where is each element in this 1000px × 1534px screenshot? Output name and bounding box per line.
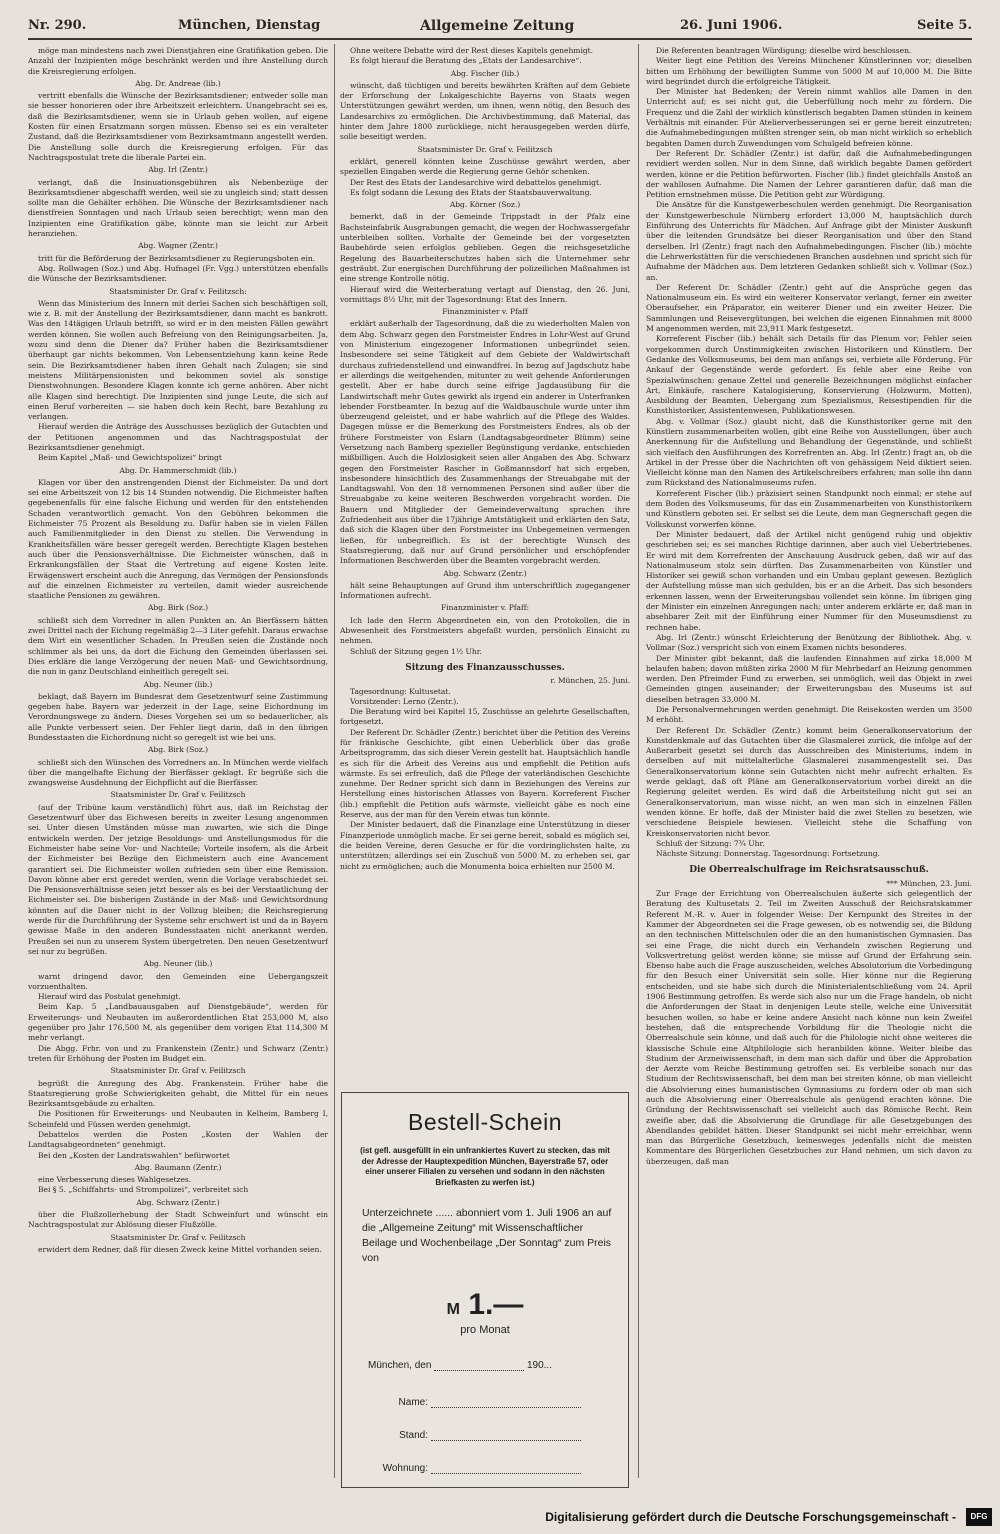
place-and-day: München, Dienstag (178, 18, 321, 33)
paragraph: eine Verbesserung dieses Wahlgesetzes. (38, 1175, 192, 1185)
section-heading: Sitzung des Finanzausschusses. (405, 662, 565, 673)
paragraph: Die Beratung wird bei Kapitel 15, Zuschüsse an gelehrte Gesellschaften, fortgesetzt. (340, 707, 630, 727)
stand-label: Stand: (399, 1430, 428, 1441)
paragraph: Schluß der Sitzung: 7¾ Uhr. (656, 838, 765, 848)
paragraph: begrüßt die Anregung des Abg. Frankenstein. Früher habe die Staatsregierung große Schwierigkeiten gehabt, die Mittel für ein neues Bezirksamtsgebäude zu erhalten. (28, 1078, 328, 1109)
speaker-line: Staatsminister Dr. Graf v. Feilitzsch (110, 790, 246, 800)
paragraph: erklärt außerhalb der Tagesordnung, daß die zu wiederholten Malen von dem Abg. Schwarz gegen den Forstmeister Endres in Lohr-West auf Grund von Ministerium eingezogener Informationen unbegründet seien. Insbesondere sei seine Tätigkeit auf dem Gebiete der Waldwirtschaft durchaus zufriedenstellend und einwandfrei. In bezug auf Jagdschutz habe er allerdings die weitgehenden, mitunter zu weit gehende Anforderungen gestellt. Aber er habe durch seine eifrige Jagdausübung für die Landwirtschaft mehr Gutes gewirkt als irgend ein anderer in Unterfranken lebender Forstbeamter. In bezug auf die Waldbauschule wurde unter ihm überzeugend geleistet, und er habe wahrlich auf die Pflege des Waldes. Dagegen müsse er die Bemerkung des Forstmeisters Endres, als ob der frühere Forstmeister von Eslarn (Landtagsabgeordneter Blümm) seine Versetzung nach Bamberg spezieller Begünstigung verdanke, entschieden mißbilligen. Auch die Holzlosigkeit seien aller Angaben des Abg. Schwarz gegen den Forstmeister Rascher in Goßmannsdorf hat sich ergeben, insbesondere hinsichtlich des Zusammenhangs der Streuabgabe mit der Landtagswahl. Von den 18 vernommenen Personen sind außer über die Streuabgabe zu keine weiteren Beschwerden vorgebracht worden. Die Bauern und Mitglieder der Gemeindeverwaltung sprachen ihre Zufriedenheit aus über die 17jährige Amtstätigkeit und erklärten den Satz, daß sich die Klagen über den Forstmeister ins Unbegemeinen vermengen ließen, für unbegreiflich. Es ist der berechtigte Wunsch des Staatsregierung, daß nur auf Grund persönlicher und erschöpfender Informationen Beschwerden über die Beamten vorgebracht werden. (340, 319, 630, 566)
speaker-line: Staatsminister Dr. Graf v. Feilitzsch (417, 144, 553, 154)
speaker-line: Staatsminister Dr. Graf v. Feilitzsch: (109, 286, 247, 296)
coupon-title: Bestell-Schein (407, 1109, 563, 1135)
paragraph: Hierauf werden die Anträge des Ausschusses bezüglich der Gutachten und der Petitionen angenommen und das Nachtragspostulat der Bezirksamtsdiener genehmigt. (28, 422, 328, 452)
paragraph: Nächste Sitzung: Donnerstag. Tagesordnung: Fortsetzung. (656, 849, 880, 859)
column-2 (340, 46, 630, 1086)
paragraph: Wenn das Ministerium des Innern mit derlei Sachen sich beschäftigen soll, wie z. B. mit der Anstellung der Bezirksamtsdiener, dann macht es bankrott. Was den 14tägigen Urlaub betrifft, so wird er in den meisten Fällen gewährt werden können. Sie wollen auch Befreiung von den Reinigungsarbeiten. Ja, wozu sind denn die Diener da? Früher haben die Bezirksamtsdiener überhaupt gar nichts bekommen. Von Lebensentziehung kann keine Rede sein. Die Bezirksamtsdiener haben ihren Gehalt nach Zulagen; sie sind meistens Militärpensionisten und bekommen soviel als sonstige Dienstwohnungen. Besondere Klagen konnte ich gerne anhören. Aber nicht alle Klagen sind berechtigt. Die Inzipienten sind junge Leute, die sich auf einen Beruf vorbereiten — sie haben doch kein Recht, bare Bezahlung zu verlangen. (28, 298, 328, 422)
date-line-label: München, den (368, 1360, 432, 1371)
paragraph: Vorsitzender: Lerno (Zentr.). (350, 696, 459, 706)
paragraph: Debattelos werden die Posten „Kosten der Wahlen der Landtagsabgeordneten“ genehmigt. (28, 1129, 328, 1150)
paragraph: Abg. Rollwagen (Soz.) und Abg. Hufnagel (Fr. Vgg.) unterstützen ebenfalls die Wünsche der Bezirksamtsdiener. (28, 263, 328, 284)
paragraph: Der Referent Dr. Schädler (Zentr.) kommt beim Generalkonservatorium der Kunstdenkmale auf das Gutachten über die Glasmalerei zurück, die infolge auf der Außerarbeit gesetzt sei durch das Ausschreiben des Ministeriums, indem in derselben auf mit mittelalterliche Glasmalerei zusammengestellt sei. Das Generalkonservatorium könne sein Gutachten nicht mehr aufrecht erhalten. Es werde geklagt, daß oft Pläne am Generalkonservatorium vorbei direkt an die Regierung geleitet werden. Es wird daß die Arbeitsteilung nicht gut sei an Generalkonservatorium, man wisse nicht, an wen man sich in einzelnen Fällen wenden könne. Er hoffe, daß der Minister bald die zwei Stellen zu besetzen, wie verschiedene Beispiele bewiesen. Vielleicht stehe die Schaffung von Kreiskonservatorien nicht bevor. (646, 725, 972, 838)
speaker-line: Finanzminister v. Pfaff: (440, 603, 530, 613)
issue-date: 26. Juni 1906. (680, 18, 783, 33)
paragraph: Die Positionen für Erweiterungs- und Neubauten in Kelheim, Bamberg I, Scheinfeld und Füssen werden genehmigt. (28, 1109, 328, 1129)
speaker-line: Abg. Neuner (lib.) (143, 959, 213, 969)
paragraph: Der Minister bedauert, daß die Finanzlage eine Unterstützung in dieser Finanzperiode unmöglich mache. Er sei gerne bereit, sobald es möglich sei, die beiden Vereine, deren Gesuche er für die vordringlichsten halte, zu unterstützen; allerdings sei ein Zuschuß von 5000 M. zu erheben sei, gar nicht zu ermöglichen; auch die Monumenta boica erhielten nur 2500 M. (340, 820, 630, 871)
column-divider-2 (638, 44, 639, 1478)
paragraph: Beim Kapitel „Maß- und Gewichtspolizei“ bringt (38, 453, 222, 463)
paragraph: Die Personalvermehrungen werden genehmigt. Die Reisekosten werden um 3500 M erhöht. (646, 705, 972, 725)
paragraph: Der Referent Dr. Schädler (Zentr.) berichtet über die Petition des Vereins für fränkische Geschichte, gibt einen Ueberblick über das große Arbeitsprogramm, das sich dieser Verein gestellt hat. Hauptsächlich handle es sich für die Arbeit des Vereins aus und empfiehlt die Petition aufs wärmste. Es sei erfreulich, daß die Pflege der vaterländischen Geschichte zunehme. Der Redner spricht sich dann in Beziehungen des Vereins zur Herstellung eines historischen Atlasses von Bayern. Korreferent Fischer (lib.) empfiehlt die Petition aufs wärmste, vielleicht gäbe es noch eine Reserve, aus der man für den Verein etwas tun könnte. (340, 727, 630, 820)
paragraph: wünscht, daß tüchtigen und bereits bewährten Kräften auf dem Gebiete der Erforschung der Lokalgeschichte Bayerns von Staats wegen Unterstützungen gewährt werden, um ihnen, wenn nötig, den Besuch des Landesarchivs zu ermöglichen. Die Archivbestimmung, daß Material, das hinter dem Jahre 1800 zurückliege, nicht herausgegeben werden dürfe, solle beseitigt werden. (340, 80, 630, 142)
price-period: pro Monat (460, 1324, 510, 1336)
footer-credit: Digitalisierung gefördert durch die Deutsche Forschungsgemeinschaft - (545, 1510, 956, 1524)
paragraph: (auf der Tribüne kaum verständlich) führt aus, daß im Reichstag der Gesetzentwurf über das Eichwesen bereits in zweiter Lesung angenommen sei. Unter diesen Umständen müsse man zuwarten, wie sich die Dinge entwickeln werden. Der jetzige Besoldungs- und Anstellungsmodus für die Eichmeister habe seine Vor- und Nachteile; Vorteile insofern, als die Arbeit der Eichmeister bei Bezüge den Eichmeistern auch eine Avancement garantiert sei. Die Eichmeister wollen zufrieden sein über eine Remission. Davon könne aber erst geredet werden, wenn die Vorlage verabschiedet sei. Die Pensionsverhältnisse seien jetzt besser als es bei der Verstaatlichung der Eichmeister sei. Die bisherigen Zustände in der Maß- und Gewichtsordnung könnten auf die Dauer nicht in der Vollzug bleiben; die Reichsregierung werde für die Durchführung der Systeme sehr erschwert ist und da in Bayern gewisse Maße in den anderen Bundesstaaten nicht anerkannt werden. Preußen sei nun zu unserem System übergetreten. Den neuen Gesetzentwurf sei nur zu begrüßen. (28, 802, 328, 956)
paragraph: hält seine Behauptungen auf Grund ihm unterschriftlich zugegangener Informationen aufrecht. (340, 580, 630, 601)
paragraph: Abg. Irl (Zentr.) wünscht Erleichterung der Benützung der Bibliothek. Abg. v. Vollmar (Soz.) verspricht sich von einem Examen nichts besonderes. (646, 632, 972, 653)
speaker-line: Staatsminister Dr. Graf v. Feilitzsch (110, 1232, 246, 1242)
coupon-instructions: (ist gefl. ausgefüllt in ein unfrankiertes Kuvert zu stecken, das mit der Adresse der Hauptexpedition München, Bayerstraße 57, oder einer unserer Filialen zu versehen und sodann in den nächsten Briefkasten zu werfen ist.) (360, 1146, 610, 1187)
paragraph: erwidert dem Redner, daß für diesen Zweck keine Mittel vorhanden seien. (38, 1244, 322, 1254)
paragraph: schließt sich dem Vorredner in allen Punkten an. An Bierfässern hätten zwei Drittel nach der Eichung regelmäßig 2—3 Liter gefehlt. Daraus erwachse dem Wirt ein wesentlicher Schaden. In Preußen seien die Zustände noch schlimmer als bei uns, da dort die Eichung den Gemeinden überlassen sei. Dies erkläre die lange Verzögerung der neuen Maß- und Gewichtsordnung, die nun in ganz Deutschland einheitlich geregelt sei. (28, 615, 328, 677)
wohnung-field[interactable] (431, 1465, 581, 1474)
paragraph: Die Ansätze für die Kunstgewerbeschulen werden genehmigt. Die Reorganisation der Kunstgewerbeschule Nürnberg erfordert 13,000 M, hauptsächlich durch Einführung des Unterrichts für Mädchen. Auf Anfrage gibt der Minister Auskunft über die leitenden Grundsätze bei dieser Reorganisation und über den Stand derselben. Irl (Zentr.) fragt nach den Aufnahmebedingungen. Fischer (lib.) möchte die Lehrwerkstätten für die verschiedenen Branchen ausdehnen und spricht sich für Aufnahme der Mädchen aus. Dem letzteren Gedanken schließt sich v. Vollmar (Soz.) an. (646, 200, 972, 282)
speaker-line: Abg. Birk (Soz.) (147, 745, 208, 755)
paragraph: Hierauf wird die Weiterberatung vertagt auf Dienstag, den 26. Juni, vormittags 8½ Uhr, mit der Tagesordnung: Etat des Innern. (340, 284, 630, 304)
paragraph: Zur Frage der Errichtung von Oberrealschulen äußerte sich gelegentlich der Beratung des Kultusetats 2. Teil im Zweiten Ausschuß der Reichsratskammer Referent M.-R. v. Auer in folgender Weise: Der Kernpunkt des Streites in der Kammer der Abgeordneten sei die Frage gewesen, ob es notwendig sei, die Bildung an den technischen Mittelschulen oder die an den humanistischen Gymnasien. Das sei eine Frage, die nicht durch ein Verhandeln zwischen Regierung und Volksvertretung gelöst werden könne; sie müsse auf Grund der Erfahrung sein. Ebenso habe auch die Frage auszuscheiden, welches Absolutorium die Vorbedingung für den Besuch einer Universität sein solle. Hier könne nur die Regierung entscheiden, und sie habe sich durch die Ministerialentschließung vom 24. April 1906 Bestimmung getroffen. Es werde sich also nur um die Frage handeln, ob nicht die Anforderungen der Staat in denjenigen Leute stelle, welche eine Universität besuchen wollen, so habe er keine andere Ansicht nach könne nun kein Zweifel bestehen, daß die entsprechende Vorbildung für die Theologie nicht die Oberrealschule sein könne, und daß auch für die Philologie nicht ohne weiteres die klassische Schule eine Altphilologie sich heranbilden könne. Weiter bleibe das Studium der Arzneiwissenschaft, in dem man sich dafür und über die Approbation der Aerzte vom Reiche Bestimmung getroffen sei. Es verbleibe sonach nur das Studium der Rechtswissenschaft, bei dem man bei streiten könne, ob man vielleicht die Absolvierung eines humanistischen Gymnasiums zu fordern oder ob man sich auch die Absolvierung einer Oberrealschule als genügend erachten könne. Die Gründung der Rechtswissenschaft sei vielleicht auch das Römische Recht. Rein zweifle aber, daß die Absolvierung die Grundlage für alle Gesetzgebungen des Abendlandes gebildet hätten. Dieser Standpunkt sei nicht mehr erreichbar, wenn man das Bürgerliche Gesetzbuch, keinesweges jedenfalls nicht die meisten Kommentare des Bürgerlichen Gesetzbuches zur Hand nehmen, um sich davon zu überzeugen, daß man (646, 889, 972, 1166)
paragraph: möge man mindestens nach zwei Dienstjahren eine Gratifikation geben. Die Anzahl der Inzipienten möge beschränkt werden und ihre Anstellung durch die Kreisregierung erfolgen. (28, 46, 328, 76)
paragraph: Bei den „Kosten der Landratswahlen“ befürwortet (38, 1150, 230, 1160)
paragraph: beklagt, daß Bayern im Bundesrat dem Gesetzentwurf seine Zustimmung gegeben habe. Bayern war jederzeit in der Lage, seine Eichordnung im Verordnungswege zu ändern. Dieses Vorgehen sei um so bedauerlicher, als alle Punkte verbessert seien. Der Fehler liegt darin, daß in den übrigen Bundesstaaten die Eichordnung nicht so geregelt ist wie bei uns. (28, 691, 328, 742)
name-line (368, 1397, 628, 1408)
paragraph: verlangt, daß die Insinuationsgebühren als Nebenbezüge der Bezirksamtsdiener abgeschafft werden, weil sie zu ungleich sind; statt dessen sollte man die Gehälter erhöhen. Die Wünsche der Bezirksamtsdiener nach dienstfreien Sonntagen und nach Urlaub seien berechtigt; wenn man den Inzipienten eine Gratifikation gäbe, könnte man sie leicht zur Arbeit heranziehen. (28, 177, 328, 239)
speaker-line: Abg. Birk (Soz.) (147, 603, 208, 613)
paragraph: Der Referent Dr. Schädler (Zentr.) ist dafür, daß die Aufnahmebedingungen revidiert werden sollen. Nur in dem Sinne, daß wirklich begabte Damen gefördert werden, könne er die Petition befürworten. Fischer (lib.) findet gleichfalls Anstoß an der wahllosen Aufnahme. Die Namen der Lehrer garantieren dafür, daß man die Petition ernstnehmen müsse. Die Petition geht zur Würdigung. (646, 148, 972, 200)
speaker-line: Abg. Irl (Zentr.) (148, 165, 208, 175)
paragraph: Der Referent Dr. Schädler (Zentr.) geht auf die Ansprüche gegen das Nationalmuseum ein. Es wird ein weiterer Konservator verlangt, ferner ein zweiter Oberaufseher, ein Präparator, ein weiterer Diener und ein zweiter Heizer. Die Sammlungen und Reisevergütungen, bei welchen die eigenen Einnahmen mit 8000 M angenommen werden, mit 23,911 Mark festgesetzt. (646, 282, 972, 334)
stand-field[interactable] (431, 1432, 581, 1441)
column-3 (646, 46, 972, 1478)
paragraph: Ohne weitere Debatte wird der Rest dieses Kapitels genehmigt. (350, 46, 594, 55)
speaker-line: Finanzminister v. Pfaff (442, 307, 528, 317)
paragraph: Beim Kap. 5 „Landbauausgaben auf Dienstgebäude“, werden für Erweiterungs- und Neubauten im außerordentlichen Etat 253,000 M, also gegenüber pro Jahr 176,500 M, als gegenüber dem vorigen Etat 114,300 M mehr verlangt. (28, 1002, 328, 1043)
paragraph: Abg. v. Vollmar (Soz.) glaubt nicht, daß die Kunsthistoriker gerne mit den Künstlern zusammenarbeiten wollen, gibt eine Reihe von Ausstellungen, über auch Anerkennung für die Aufstellung und Behandlung der Gegenstände, und schließt sich vielfach den Ausführungen des Korrefrenten an. Abg. Irl (Zentr.) fragt an, ob die Artikel in der Presse über die Nachrichten oft von gehässigem Neid diktiert seien. Vielleicht könne man den Namen des Artikelschreibers erfahren; man solle ihn dann zum Rückstand des Nationalmuseums rufen. (646, 416, 972, 488)
paragraph: Der Minister gibt bekannt, daß die laufenden Einnahmen auf zirka 18,000 M belaufen haben; davon müßten zirka 2000 M für Mehrbedarf an Heizung genommen werden. Den Pfreimder Fund zu erwerben, sei unmöglich, weil das Objekt in zwei Gemeinden gingen auseinander; der Erweiterungsbau des Museums ist auf dieselben betragen 33,000 M. (646, 653, 972, 704)
price-amount: 1.— (468, 1288, 524, 1321)
page-header (28, 18, 972, 38)
speaker-line: Abg. Fischer (lib.) (450, 68, 520, 78)
speaker-line: Abg. Dr. Hammerschmidt (lib.) (119, 465, 237, 475)
date-field[interactable] (434, 1362, 524, 1371)
paragraph: warnt dringend davor, den Gemeinden eine Uebergangszeit vorzuenthalten. (28, 971, 328, 991)
page-number: Nr. 290. (28, 18, 87, 33)
paragraph: Bei § 5. „Schiffahrts- und Strompolizei“, verbreitet sich (38, 1185, 249, 1195)
column-1 (28, 46, 328, 1478)
paragraph: bemerkt, daß in der Gemeinde Trippstadt in der Pfalz eine Bachsteinfabrik Ausgrabungen gemacht, die wegen der Hochwassergefahr unterbleiben sollten. Vorhalte der Gemeinde bei der vorgesetzten Baubehörde seien erfolglos geblieben. Gegen die reichsgesetzliche Regelung des Bauarbeiterschutzes haben sich die Unternehmer sehr gesträubt. Zur energischen Durchführung der polizeilichen Maßnahmen ist eine strenge Kontrolle nötig. (340, 212, 630, 284)
section-heading: Die Oberrealschulfrage im Reichsratsausschuß. (689, 865, 929, 876)
speaker-line: Staatsminister Dr. Graf v. Feilitzsch (110, 1066, 246, 1076)
paragraph: über die Flußzollerhebung der Stadt Schweinfurt und wünscht ein Nachtragspostulat zur Ablösung dieser Flußzölle. (28, 1210, 328, 1230)
speaker-line: Abg. Dr. Andreae (lib.) (135, 78, 221, 88)
paragraph: Ich lade den Herrn Abgeordneten ein, von den Protokollen, die in Abwesenheit des Forstmeisters abgefaßt wurden, persönlich Einsicht zu nehmen. (340, 615, 630, 646)
paragraph: Korreferent Fischer (lib.) präzisiert seinen Standpunkt noch einmal; er stehe auf dem Boden des Volksmuseums, für das ein Zusammenarbeiten von Kunsthistorikern und Künstlern geboten sei. Er selbst sei die Leute, dem man Gegnerschaft gegen die Volkskunst vorwerfen könne. (646, 488, 972, 529)
paragraph: Es folgt sodann die Lesung des Etats der Staatsbauverwaltung. (350, 187, 592, 197)
coupon-subscription-text: Unterzeichnete ...... abonniert vom 1. Juli 1906 an auf die „Allgemeine Zeitung“ mit Wissenschaftlicher Beilage und Wochenbeilage „Der Sonntag“ zum Preis von (362, 1207, 612, 1264)
paragraph: Klagen vor über den anstrengenden Dienst der Eichmeister. Da und dort sei eine Arbeitszeit von 12 bis 14 Stunden notwendig. Die Eichmeister haften gegebenenfalls für eine falsche Eichung und werden für den entstehenden Schaden verantwortlich gemacht. Von den Gebühren bekommen die Eichmeister 75 Prozent als Besoldung zu. Dafür haben sie in vielen Fällen auch Familienmitglieder in den Dienst zu stellen. Die Verwendung in Krankheitsfällen wäre besser geregelt werden. Berechtigte Klagen bestehen auch über die Pensionsverhältnisse. Die Eichmeister wünschen, daß in Erkrankungsfällen der Staat die Vertretung auf eigene Kosten leite. Erwägenswert erscheint auch die Anregung, das Vermögen der Pensionsfonds auf die einzelnen Eichmeister zu verteilen, damit wieder ausreichende staatliche Pensionen zu gewähren. (28, 477, 328, 601)
paragraph: Hierauf wird das Postulat genehmigt. (38, 992, 181, 1002)
paragraph: Die Referenten beantragen Würdigung; dieselbe wird beschlossen. (656, 46, 912, 55)
speaker-line: Abg. Neuner (lib.) (143, 679, 213, 689)
order-form-coupon (341, 1092, 629, 1488)
coupon-price (342, 1288, 628, 1322)
paragraph: Korreferent Fischer (lib.) behält sich Details für das Plenum vor; Fehler seien vorgekommen durch Unstimmigkeiten zwischen Historikern und Künstlern. Der Gedanke des Volksmuseums, bei dem man anfangs sei, verbiete alle Förderung. Für Ankauf der Gegenstände werde gefordert. Es fehle aber eine Reihe von Spezialwünschen: genaue Zettel und generelle Bezeichnungen möglichst einfacher Art, Einkäufe, raschere Katalogisierung, Konservierung (Holzwurm, Motten), Ausbildung der Beamten, Uebergang zum Spezialismus, Reisestipendien für die Kunsthistoriker, Assistentenwesen, Publikationswesen. (646, 334, 972, 416)
column-divider-1 (334, 44, 335, 1478)
date-line (368, 1360, 628, 1371)
page-label: Seite 5. (917, 18, 972, 33)
date-year: 190... (526, 1360, 552, 1371)
name-label: Name: (398, 1397, 428, 1408)
price-currency: M (446, 1301, 460, 1318)
paragraph: Die Abgg. Frhr. von und zu Frankenstein (Zentr.) und Schwarz (Zentr.) treten für Erhöhung der Posten im Budget ein. (28, 1043, 328, 1063)
name-field[interactable] (431, 1399, 581, 1408)
paragraph: Der Minister hat Bedenken; der Verein nimmt wahllos alle Damen in den Unterricht auf; es sei nicht gut, die Ueberfüllung noch mehr zu fördern. Die Frequenz und die Zahl der wirklich künstlerisch begabten Damen stünden in keinem Verhältnis mit einander. Für Atelierverbesserungen sei er gerne bereit einzutreten; die Aufnahmebedingungen müßten strenger sein, ob man nicht wirklich so erheblich begabten Damen durch Zuwendungen vom Schulgeld befreien könne. (646, 87, 972, 148)
speaker-line: Abg. Körner (Soz.) (449, 200, 521, 210)
dateline: *** München, 23. Juni. (886, 878, 972, 888)
paragraph: Es folgt hierauf die Beratung des „Etats der Landesarchive“. (350, 56, 582, 66)
dfg-logo-icon: DFG (966, 1508, 992, 1526)
paragraph: Weiter liegt eine Petition des Vereins Münchener Künstlerinnen vor; dieselben bitten um Erhöhung der bewilligten Summe von 5000 M auf 10,000 M. Die Bitte wird begründet durch die erfolgreiche Tätigkeit. (646, 56, 972, 86)
digitization-footer (0, 1508, 1000, 1534)
paragraph: Tagesordnung: Kultusetat. (350, 686, 451, 696)
wohnung-label: Wohnung: (382, 1463, 428, 1474)
paragraph: vertritt ebenfalls die Wünsche der Bezirksamtsdiener; entweder solle man sie besser honorieren oder ihre Arbeitszeit erleichtern. Unangebracht sei es, daß die Bezirksamtsdiener, wenn sie in Urlaub gehen wollen, auf eigene Kosten für einen Ersatzmann sorgen müssen. Ebenso sei es ein veralteter Zustand, daß die Bezirksamtsdiener vom Bezirksamtmann angestellt werden. Die Anstellung solle durch die Kreisregierung erfolgen. Für das Nachtragspostulat trete die liberale Partei ein. (28, 91, 328, 162)
paragraph: erklärt, generell könnten keine Zuschüsse gewährt werden, aber speziellen Eingaben werde die Regierung gerne Gehör schenken. (340, 156, 630, 177)
speaker-line: Abg. Schwarz (Zentr.) (443, 568, 527, 578)
wohnung-line (368, 1463, 628, 1474)
stand-line (368, 1430, 628, 1441)
dateline: r. München, 25. Juni. (550, 676, 630, 686)
paragraph: Der Minister bedauert, daß der Artikel nicht genügend ruhig und objektiv geschrieben sei; es sei manches Richtige darinnen, aber auch viel Uebertriebenes. Er wird mit dem Korrefrenten der Anschauung Ausdruck geben, daß wir auf das Nationalmuseum stolz sein dürften. Das Zusammenarbeiten von Künstler und Historiker sei gewiß schon vorhanden und ein Umbau geplant gewesen. Bezüglich der Aufstellung müsse man sich gedulden, bis er an die Arbeit. Das sich besonders erkennen lassen, wenn der Erweiterungsbau vollendet sein könne. Im übrigen ging der Minister ein einzelnen Anregungen nach; unter anderem erklärte er, daß man in absehbarer Zeit mit der Einführung einer Nummer für den Museumsdienst zu rechnen habe. (646, 529, 972, 632)
speaker-line: Abg. Wagner (Zentr.) (138, 241, 218, 251)
paragraph: tritt für die Beförderung der Bezirksamtsdiener zu Regierungsboten ein. (38, 253, 316, 263)
paragraph: Schluß der Sitzung gegen 1½ Uhr. (350, 646, 482, 656)
speaker-line: Abg. Schwarz (Zentr.) (136, 1197, 220, 1207)
header-rule (28, 38, 972, 40)
speaker-line: Abg. Baumann (Zentr.) (134, 1162, 222, 1172)
paragraph: Der Rest des Etats der Landesarchive wird debattelos genehmigt. (350, 177, 602, 187)
newspaper-title: Allgemeine Zeitung (420, 18, 575, 34)
paragraph: schließt sich den Wünschen des Vorredners an. In München werde vielfach über die mangelhafte Eichung der Bierfässer geklagt. Er begrüße sich die zwangsweise Ausdehnung der Eichpflicht auf die Bierfässer. (28, 757, 328, 788)
